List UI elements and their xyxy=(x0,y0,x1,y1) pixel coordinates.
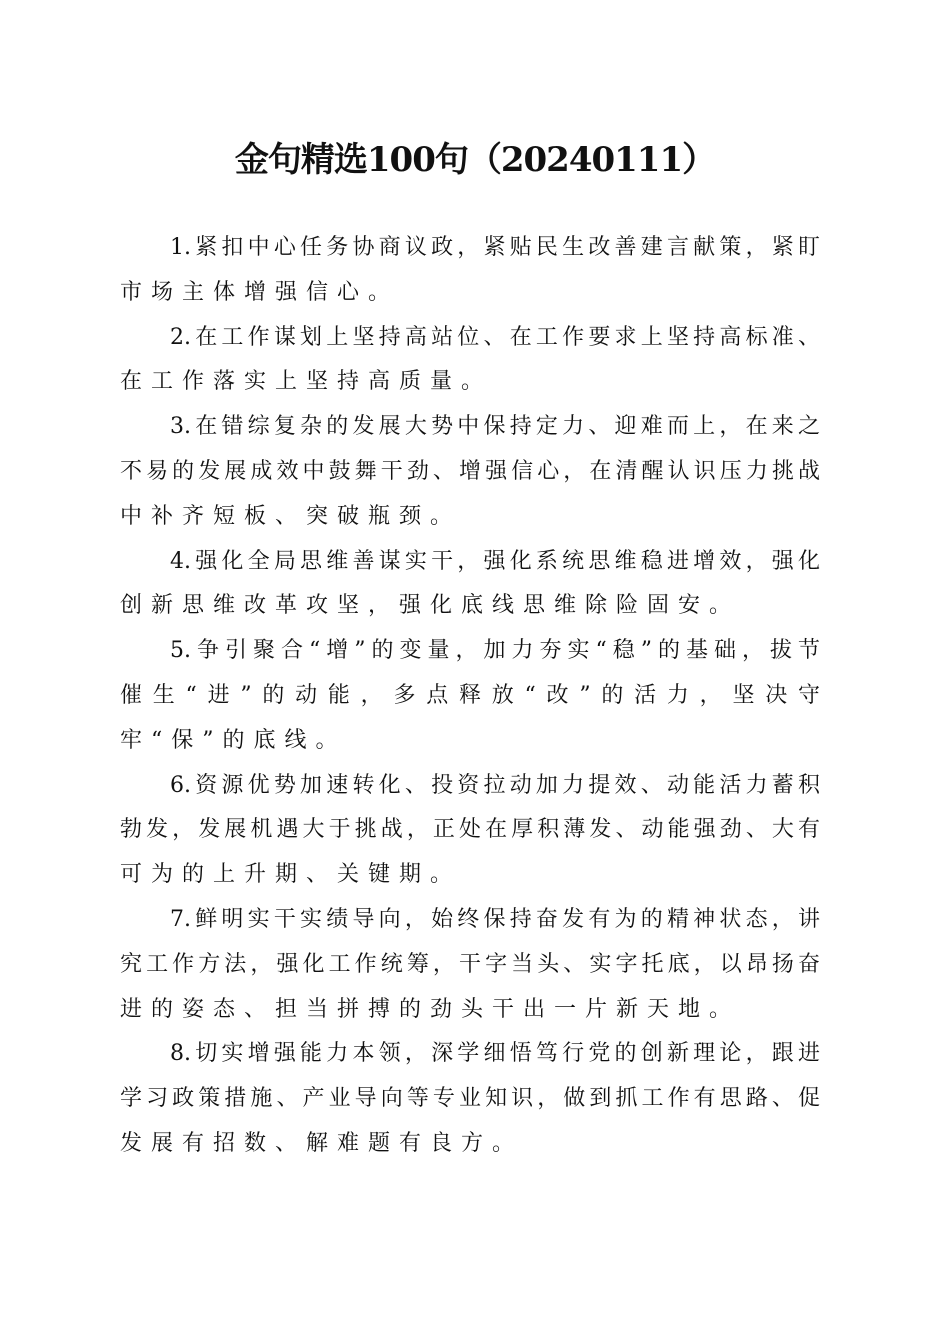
paragraph-5 xyxy=(120,629,820,763)
paragraph-line: 不易的发展成效中鼓舞干劲、增强信心，在清醒认识压力挑战 xyxy=(120,458,820,484)
paragraph-line: 进的姿态、担当拼搏的劲头干出一片新天地。 xyxy=(120,996,741,1022)
paragraph-line: 8.切实增强能力本领，深学细悟笃行党的创新理论，跟进 xyxy=(170,1041,820,1067)
paragraph-line: 4.强化全局思维善谋实干，强化系统思维稳进增效，强化 xyxy=(170,548,820,574)
paragraph-line: 发展有招数、解难题有良方。 xyxy=(120,1130,524,1156)
paragraph-line: 在工作落实上坚持高质量。 xyxy=(120,369,493,395)
document-title: 金句精选100句（20240111） xyxy=(234,140,716,180)
paragraph-3 xyxy=(120,405,820,539)
document-body xyxy=(120,226,820,1167)
paragraph-line: 2.在工作谋划上坚持高站位、在工作要求上坚持高标准、 xyxy=(170,324,820,350)
paragraph-line: 可为的上升期、关键期。 xyxy=(120,862,462,888)
paragraph-1 xyxy=(120,226,820,316)
paragraph-line: 3.在错综复杂的发展大势中保持定力、迎难而上，在来之 xyxy=(170,414,820,440)
paragraph-8 xyxy=(120,1032,820,1166)
paragraph-line: 牢“保”的底线。 xyxy=(120,727,347,753)
paragraph-line: 市场主体增强信心。 xyxy=(120,279,400,305)
paragraph-line: 催生“进”的动能，多点释放“改”的活力，坚决守 xyxy=(120,682,820,708)
paragraph-2 xyxy=(120,316,820,406)
paragraph-line: 学习政策措施、产业导向等专业知识，做到抓工作有思路、促 xyxy=(120,1086,820,1112)
paragraph-line: 6.资源优势加速转化、投资拉动加力提效、动能活力蓄积 xyxy=(170,772,820,798)
paragraph-4 xyxy=(120,540,820,630)
paragraph-line: 中补齐短板、突破瓶颈。 xyxy=(120,503,462,529)
paragraph-line: 1.紧扣中心任务协商议政，紧贴民生改善建言献策，紧盯 xyxy=(170,235,820,260)
paragraph-line: 究工作方法，强化工作统筹，干字当头、实字托底，以昂扬奋 xyxy=(120,951,820,977)
paragraph-line: 创新思维改革攻坚，强化底线思维除险固安。 xyxy=(120,593,741,619)
paragraph-line: 勃发，发展机遇大于挑战，正处在厚积薄发、动能强劲、大有 xyxy=(120,817,820,843)
paragraph-line: 7.鲜明实干实绩导向，始终保持奋发有为的精神状态，讲 xyxy=(170,906,820,932)
paragraph-line: 5.争引聚合“增”的变量，加力夯实“稳”的基础，拔节 xyxy=(170,638,820,664)
paragraph-7 xyxy=(120,898,820,1032)
paragraph-6 xyxy=(120,764,820,898)
